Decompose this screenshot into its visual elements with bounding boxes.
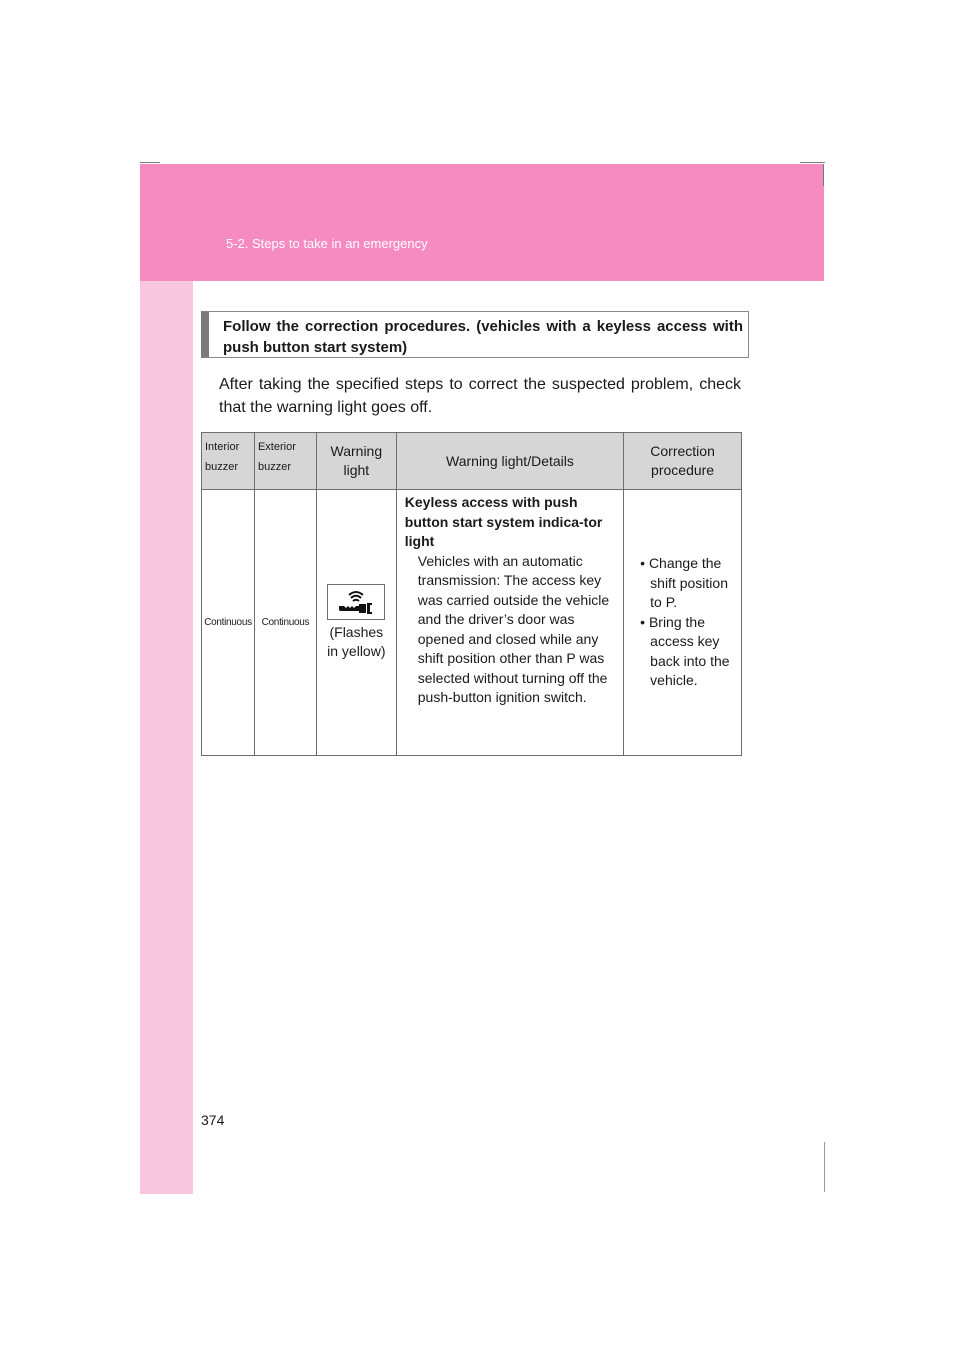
table-header-row — [202, 433, 742, 490]
header-exterior-buzzer — [254, 433, 316, 490]
page-header — [140, 164, 824, 281]
header-warning-light — [316, 433, 396, 490]
procedure-step: • Change the shift position to P. — [640, 555, 728, 611]
header-text: Correction — [650, 443, 715, 459]
header-text: Interior — [205, 441, 240, 453]
intro-paragraph: After taking the specified steps to correct the suspected problem, check that the warning light goes off. — [219, 376, 741, 416]
crop-mark — [824, 1142, 825, 1192]
procedure-step: • Bring the access key back into the vehicle. — [640, 613, 730, 689]
header-text: buzzer — [205, 461, 239, 473]
details-title: Keyless access with push button start system indica-tor light — [404, 494, 603, 549]
cell-correction-procedure — [624, 490, 742, 756]
warning-caption: (Flashes — [329, 623, 384, 640]
crop-mark — [800, 162, 825, 163]
header-text: Warning — [330, 443, 383, 459]
details-body: Vehicles with an automatic transmission: The access key was carried outside the vehicle and the driver’s door was opened and closed while any shift position other than P was selected without turning off the push-button ignition switch. — [417, 552, 610, 705]
cell-details — [396, 490, 623, 756]
callout-box — [201, 311, 749, 358]
header-text: light — [343, 462, 370, 478]
cell-exterior-buzzer: Continuous — [254, 490, 316, 756]
warning-caption: in yellow) — [327, 643, 386, 659]
header-details: Warning light/Details — [396, 433, 623, 490]
header-interior-buzzer — [202, 433, 255, 490]
header-text: procedure — [651, 462, 715, 478]
crop-mark — [140, 162, 160, 163]
header-text: Exterior — [257, 441, 296, 453]
warning-table — [201, 432, 742, 756]
keyless-access-key-icon — [327, 584, 385, 620]
crop-mark — [823, 164, 824, 186]
cell-interior-buzzer: Continuous — [202, 490, 255, 756]
table-row — [202, 490, 742, 756]
page-number: 374 — [201, 1112, 225, 1128]
section-heading: 5-2. Steps to take in an emergency — [226, 236, 428, 251]
header-correction-procedure — [624, 433, 742, 490]
callout-text: Follow the correction procedures. (vehicles with a keyless access with push button start system) — [223, 318, 743, 356]
cell-warning-light — [316, 490, 396, 756]
header-text: buzzer — [257, 461, 291, 473]
